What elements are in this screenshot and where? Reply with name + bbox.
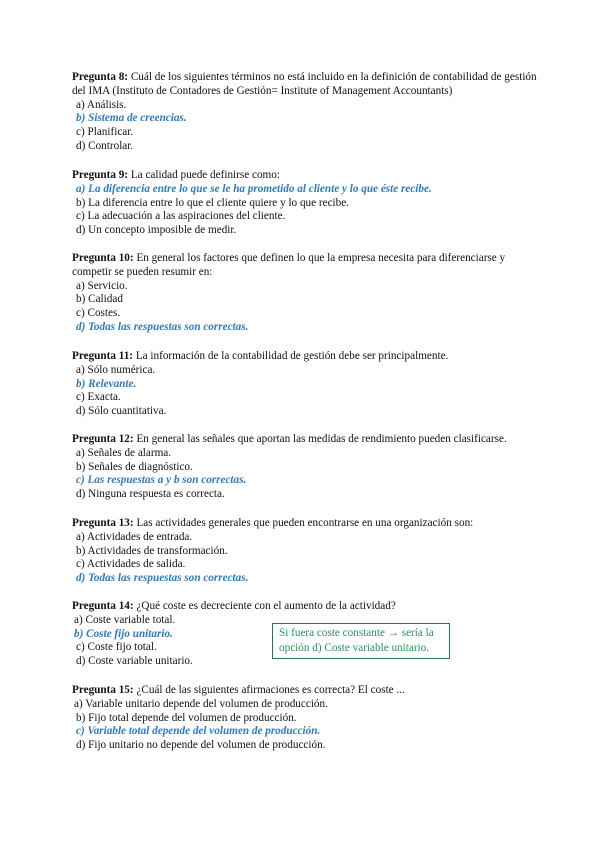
annotation-line-1: Si fuera coste constante → sería la (279, 627, 434, 639)
question-12 (72, 433, 542, 502)
option-d-correct: d) Todas las respuestas son correctas. (76, 572, 249, 585)
question-stem: ¿Qué coste es decreciente con el aumento de la actividad? (136, 600, 396, 612)
question-label: Pregunta 13: (72, 517, 134, 529)
option-d: d) Sólo cuantitativa. (76, 405, 167, 418)
question-stem: En general las señales que aportan las medidas de rendimiento pueden clasificarse. (136, 433, 507, 445)
option-d: d) Un concepto imposible de medir. (76, 224, 237, 237)
question-8 (72, 71, 542, 154)
option-b-correct: b) Relevante. (76, 377, 137, 390)
option-a: a) Coste variable total. (74, 613, 176, 626)
option-b: b) Calidad (76, 293, 123, 306)
question-11 (72, 350, 542, 419)
option-a: a) Señales de alarma. (76, 446, 172, 459)
question-stem: La información de la contabilidad de gestión debe ser principalmente. (135, 350, 449, 362)
question-15 (72, 684, 542, 753)
question-label: Pregunta 14: (72, 600, 134, 612)
option-b: b) Señales de diagnóstico. (76, 460, 193, 473)
option-a: a) Análisis. (76, 98, 127, 111)
option-a: a) Actividades de entrada. (76, 530, 193, 543)
option-d-correct: d) Todas las respuestas son correctas. (76, 320, 249, 333)
option-a-correct: a) La diferencia entre lo que se le ha prometido al cliente y lo que éste recibe. (76, 182, 432, 195)
option-b-correct: b) Sistema de creencias. (76, 112, 187, 125)
question-13 (72, 517, 542, 586)
option-c: c) Coste fijo total. (76, 641, 157, 654)
option-c: c) Planificar. (76, 126, 134, 139)
question-stem: ¿Cuál de las siguientes afirmaciones es correcta? El coste ... (136, 684, 405, 696)
question-10 (72, 252, 542, 335)
question-label: Pregunta 10: (72, 252, 134, 264)
question-stem: Las actividades generales que pueden encontrarse en una organización son: (136, 517, 474, 529)
annotation-box (272, 623, 450, 659)
question-label: Pregunta 8: (72, 71, 129, 83)
option-d: d) Controlar. (76, 139, 134, 152)
option-b: b) Actividades de transformación. (76, 544, 228, 557)
option-d: d) Coste variable unitario. (76, 655, 193, 668)
option-c-correct: c) Las respuestas a y b son correctas. (76, 474, 247, 487)
option-c: c) Actividades de salida. (76, 558, 186, 571)
option-b: b) Fijo total depende del volumen de producción. (76, 711, 297, 724)
annotation-line-2: opción d) Coste variable unitario. (279, 641, 430, 654)
question-stem: En general los factores que definen lo que la empresa necesita para diferenciarse y competir se pueden resumir en: (72, 252, 506, 278)
option-d: d) Ninguna respuesta es correcta. (76, 488, 225, 501)
question-stem: Cuál de los siguientes términos no está incluido en la definición de contabilidad de gestión del IMA (Instituto de Contadores de Gestión= Institute of Management Accountants) (72, 71, 537, 97)
option-a: a) Sólo numérica. (76, 363, 156, 376)
option-c: c) Costes. (76, 307, 121, 320)
option-a: a) Servicio. (76, 279, 128, 292)
option-d: d) Fijo unitario no depende del volumen de producción. (76, 739, 326, 752)
question-label: Pregunta 11: (72, 350, 134, 362)
option-c: c) La adecuación a las aspiraciones del cliente. (76, 210, 286, 223)
option-c: c) Exacta. (76, 391, 121, 404)
question-label: Pregunta 9: (72, 169, 129, 181)
question-stem: La calidad puede definirse como: (130, 169, 280, 181)
question-9 (72, 169, 542, 238)
option-b-correct: b) Coste fijo unitario. (74, 627, 173, 640)
question-label: Pregunta 15: (72, 684, 134, 696)
option-c-correct: c) Variable total depende del volumen de producción. (76, 725, 321, 738)
option-b: b) La diferencia entre lo que el cliente quiere y lo que recibe. (76, 196, 350, 209)
option-a: a) Variable unitario depende del volumen de producción. (74, 697, 328, 710)
question-label: Pregunta 12: (72, 433, 134, 445)
